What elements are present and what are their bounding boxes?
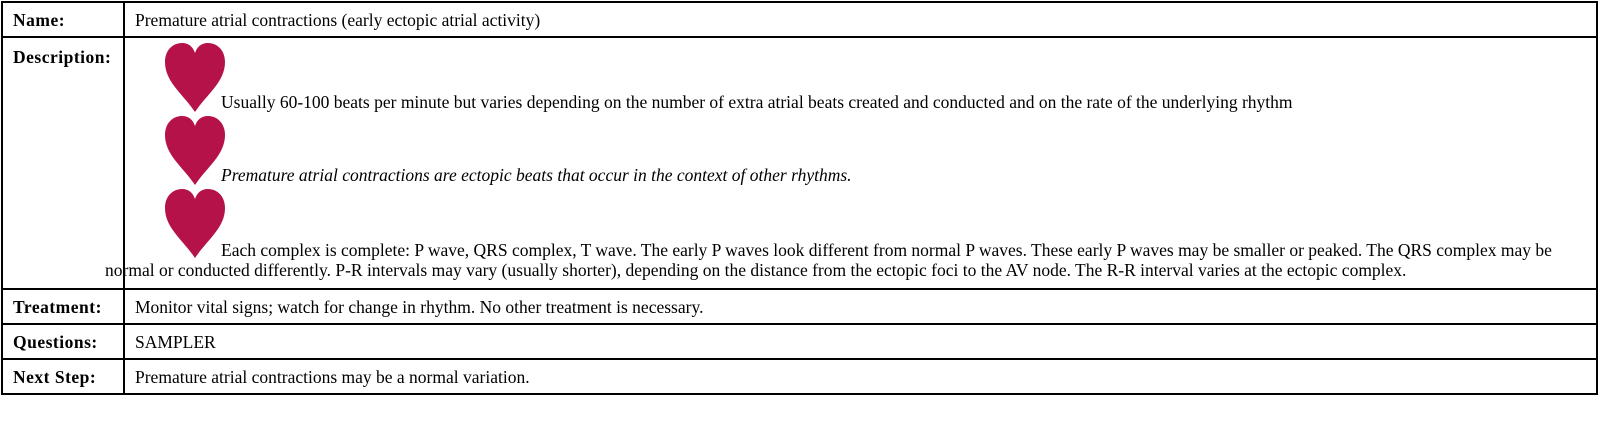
row-description — [2, 37, 1597, 289]
row-next-step — [2, 359, 1597, 394]
questions-value: SAMPLER — [124, 324, 1597, 359]
treatment-label: Treatment: — [2, 289, 124, 324]
treatment-value: Monitor vital signs; watch for change in rhythm. No other treatment is necessary. — [124, 289, 1597, 324]
next-step-label: Next Step: — [2, 359, 124, 394]
heart-icon — [163, 42, 227, 114]
row-treatment — [2, 289, 1597, 324]
heart-icon — [163, 188, 227, 260]
description-item-text: Premature atrial contractions are ectopic beats that occur in the context of other rhythms. — [221, 165, 852, 185]
name-value: Premature atrial contractions (early ectopic atrial activity) — [124, 2, 1597, 37]
heart-icon — [163, 115, 227, 187]
name-label: Name: — [2, 2, 124, 37]
description-item — [163, 42, 1586, 112]
description-item-text: Usually 60-100 beats per minute but varies depending on the number of extra atrial beats created and conducted and on the rate of the underlying rhythm — [221, 92, 1293, 112]
description-item — [163, 115, 1586, 185]
row-name — [2, 2, 1597, 37]
description-label: Description: — [2, 37, 124, 289]
description-item-text: Each complex is complete: P wave, QRS complex, T wave. The early P waves look different from normal P waves. These early P waves may be smaller or peaked. The QRS complex may be normal or conducted differently. P-R intervals may vary (usually shorter), depending on the distance from the ectopic foci to the AV node. The R-R interval varies at the ectopic complex. — [105, 240, 1552, 280]
description-value — [105, 37, 1597, 289]
description-item — [105, 188, 1586, 280]
next-step-value: Premature atrial contractions may be a normal variation. — [124, 359, 1597, 394]
row-questions — [2, 324, 1597, 359]
questions-label: Questions: — [2, 324, 124, 359]
info-table — [1, 1, 1598, 395]
